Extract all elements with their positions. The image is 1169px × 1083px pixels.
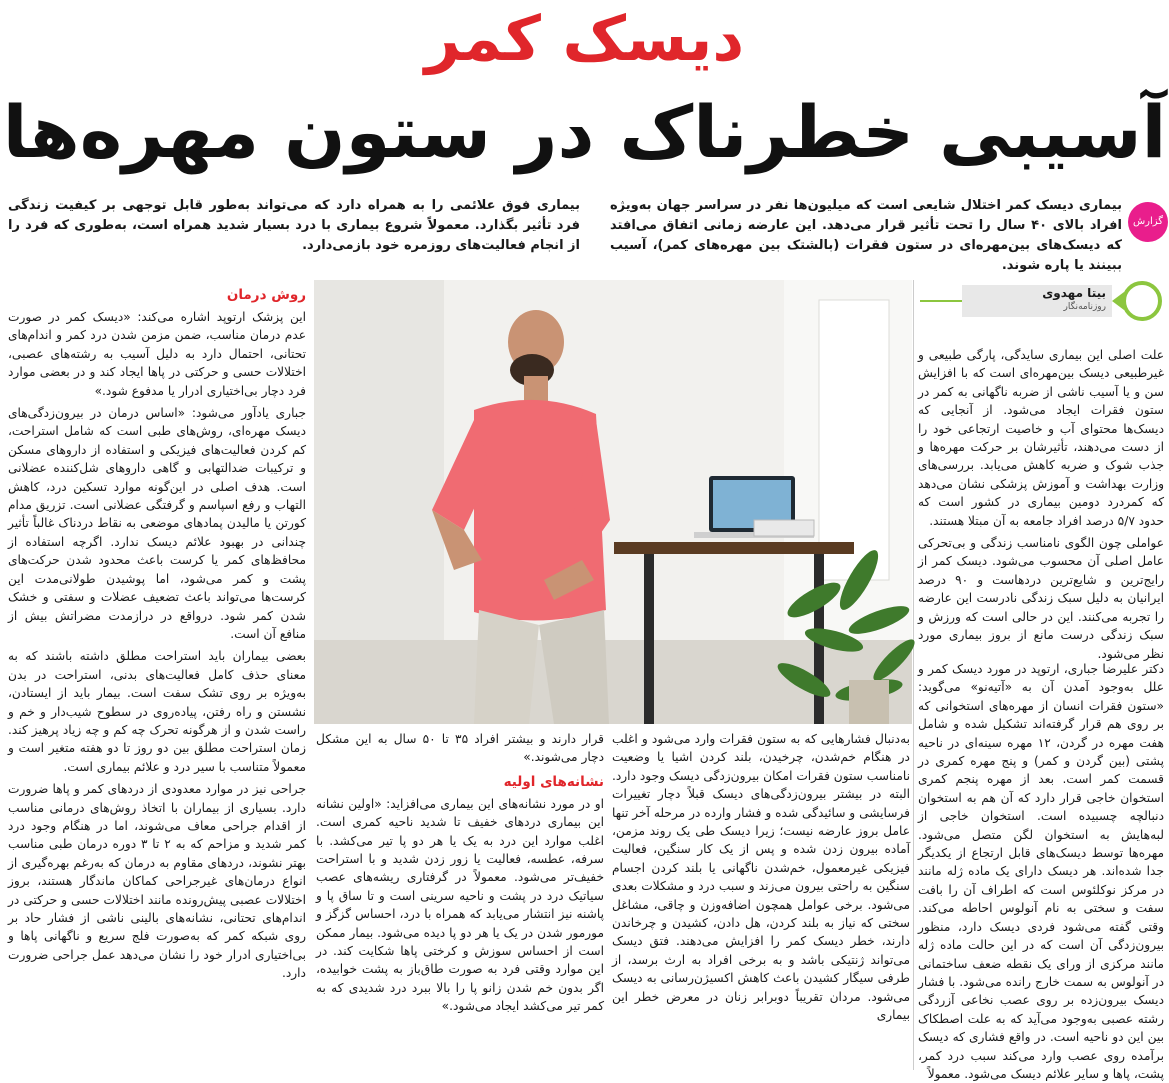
article-photo — [314, 280, 912, 724]
paragraph: او در مورد نشانه‌های این بیماری می‌افزاید: «اولین نشانه این بیماری دردهای خفیف تا شدید ناحیه کمری است. اغلب موارد این درد به یک یا هر دو پا تیر می‌کشد. با سرفه، عطسه، فعالیت یا زور زدن شدید و با استراحت خفیف‌تر می‌شود. معمولاً در گرفتاری ریشه‌های عصب سیاتیک درد در پشت و ناحیه سرینی است و تا ساق پا و پاشنه نیز انتشار می‌یابد که همراه با درد، احساس گزگز و مورمور شدن در یک یا هر دو پا دیده می‌شود. بیمار ممکن است از احساس سوزش و کرختی پاها شکایت کند. در این موارد وقتی فرد به صورت طاق‌باز به پشت خوابیده، اگر بدون خم شدن زانو پا را بالا ببرد درد شدیدی که به کمر تیر می‌کشد ایجاد می‌شود.» — [316, 796, 604, 1014]
paragraph: این پزشک ارتوپد اشاره می‌کند: «دیسک کمر در صورت عدم درمان مناسب، ضمن مزمن شدن درد کمر و اندام‌های تحتانی، احتمال دارد به دلیل آسیب به رشته‌های عصبی، اختلالات حسی و حرکتی در پاها ایجاد کند و در بعضی موارد فرد دچار بی‌اختیاری ادرار یا مدفوع شود.» — [8, 310, 306, 398]
paragraph: به‌دنبال فشارهایی که به ستون فقرات وارد می‌شود و اغلب در هنگام خم‌شدن، چرخیدن، بلند کردن اشیا یا وضعیت نامناسب ستون فقرات امکان بیرون‌زدگی دیسک وجود دارد. البته در بیشتر بیرون‌زدگی‌های دیسک قبلاً دچار تغییرات فرسایشی و سائیدگی شده و فشار وارده در مرحله آخر تنها عامل بروز عارضه نیست؛ زیرا دیسک طی یک روند مزمن، آماده بیرون زدن شده و پس از یک کار سنگین، فعالیت فیزیکی غیرمعمول، خم‌شدن ناگهانی یا بلند کردن اجسام سنگین به راحتی بیرون می‌زند و سبب درد و مشکلات بعدی می‌شود. برخی عوامل همچون اضافه‌وزن و چاقی، مشاغل سختی که نیاز به بلند کردن، هل دادن، کشیدن و چرخاندن دارند، خطر دیسک کمر را افزایش می‌دهند. فتق دیسک می‌تواند ژنتیکی باشد و به برخی افراد به ارث برسد، از طرفی سیگار کشیدن باعث کاهش اکسیژن‌رسانی به دیسک می‌شود. مردان تقریباً دوبرابر زنان در معرض خطر این بیماری — [612, 732, 910, 1023]
column-1-lower — [918, 660, 1164, 1081]
author-byline — [920, 280, 1164, 322]
intro-left: بیماری فوق علائمی را به همراه دارد که می‌تواند به‌طور قابل توجهی بر کیفیت زندگی فرد تأثیر بگذارد. معمولاً شروع بیماری با درد بسیار شدید همراه است، به‌طوری که فرد را از انجام فعالیت‌های روزمره خود بازمی‌دارد. — [8, 198, 580, 253]
column-1 — [918, 346, 1164, 661]
kicker: دیسک کمر — [424, 2, 745, 75]
paragraph: بعضی بیماران باید استراحت مطلق داشته باشند که به معنای حذف کامل فعالیت‌های بدنی، استراحت در بدن به‌ویژه بر روی تشک سفت است. بیمار باید از ایستادن، نشستن و راه رفتن، پیاده‌روی در سطوح شیب‌دار و خم و راست شدن و از هرگونه تحرک چه کم و چه زیاد پرهیز کند. زمان استراحت مطلق بین دو روز تا دو هفته متغیر است و معمولاً متناسب با سیر درد و علائم بیماری است. — [8, 649, 306, 774]
author-avatar-icon — [1122, 281, 1162, 321]
paragraph: جباری یادآور می‌شود: «اساس درمان در بیرون‌زدگی‌های دیسک مهره‌ای، روش‌های طبی است که شامل استراحت، کم کردن فعالیت‌های فیزیکی و استفاده از داروهای مسکن و ترکیبات ضدالتهابی و گاهی داروهای شل‌کننده عضلانی است. هدف اصلی در این‌گونه موارد تسکین درد، کاهش التهاب و رفع اسپاسم و گرفتگی عضلانی است. تزریق مدام کورتن یا مالیدن پمادهای موضعی به نقاط دردناک غالباً تأثیر چندانی در بهبود علائم دیسک ندارد. اگرچه استفاده از محافظ‌های کمر یا کرست باعث محدود شدن حرکت‌های پشت و کمر می‌شود، اما پوشیدن طولانی‌مدت این کرست‌ها می‌تواند باعث تضعیف عضلات و سفتی و خشک شدن کمر شود. درواقع در درازمدت مضراتش بیش از منافع آن است. — [8, 406, 306, 641]
paragraph: دکتر علیرضا جباری، ارتوپد در مورد دیسک کمر و علل به‌وجود آمدن آن به «آتیه‌نو» می‌گوید: «ستون فقرات انسان از مهره‌های استخوانی که بر روی هم قرار گرفته‌اند تشکیل شده و شامل هفت مهره در گردن، ۱۲ مهره سینه‌ای در ناحیه پشتی (بین گردن و کمر) و پنج مهره کمری در قسمت کمر است. بعد از مهره پنجم کمری استخوان خاجی قرار دارد که آن هم به استخوان دنبالچه چسبیده است. استخوان خاجی از لبه‌هایش به استخوان لگن متصل می‌شود. مهره‌ها توسط دیسک‌های قابل ارتجاع از یکدیگر جدا شده‌اند. هر دیسک دارای یک ماده ژله مانند در مرکز نوکلئوس است که اطراف آن را بافت سفت و سختی به نام آنولوس احاطه می‌کند. وقتی گفته می‌شود فردی دیسک دارد، منظور بیرون‌زدگی آن است که در این حالت ماده ژله مانند مرکزی از ورای یک نقطه ضعف ساختمانی در آنولوس به سمت خارج رانده می‌شود. با فشار دیسک بیرون‌زده بر روی عصب نخاعی آزردگی رشته عصبی به‌وجود می‌آید که به علت اصطکاک بین این دو ناحیه است. در واقع فشاری که دیسک برآمده روی عصب وارد می‌کند سبب درد کمر، پشت، پاها و سایر علائم دیسک می‌شود. معمولاً — [918, 662, 1164, 1081]
column-divider — [913, 280, 914, 1070]
author-name: بیتا مهدوی — [1042, 286, 1106, 300]
subhead-early-signs: نشانه‌های اولیه — [503, 773, 604, 790]
column-2 — [612, 730, 910, 1074]
intro-right: بیماری دیسک کمر اختلال شایعی است که میلیون‌ها نفر در سراسر جهان به‌ویژه افراد بالای ۴۰ سال را تحت تأثیر قرار می‌دهد. این عارضه زمانی اتفاق می‌افتد که دیسک‌های بین‌مهره‌ای در ستون فقرات (بالشتک بین مهره‌های کمر)، آسیب ببینند یا پاره شوند. — [610, 198, 1123, 273]
paragraph: عواملی چون الگوی نامناسب زندگی و بی‌تحرکی عامل اصلی آن محسوب می‌شود. دیسک کمر از رایج‌ترین و شایع‌ترین دردهاست و ۹۰ درصد ایرانیان به دلیل سبک زندگی نادرست این عارضه را تجربه می‌کنند. این در حالی است که ورزش و سبک زندگی درست مانع از بروز بیماری مورد نظر می‌شود. — [918, 536, 1164, 661]
column-3 — [316, 730, 604, 1074]
section-badge: گزارش — [1128, 202, 1168, 242]
paragraph: قرار دارند و بیشتر افراد ۳۵ تا ۵۰ سال به این مشکل دچار می‌شوند.» — [316, 732, 604, 765]
author-role: روزنامه‌نگار — [1063, 302, 1106, 312]
paragraph: جراحی نیز در موارد معدودی از دردهای کمر و پاها ضرورت دارد. بسیاری از بیماران با اتخاذ روش‌های درمانی مناسب از اقدام جراحی معاف می‌شوند، اما در هنگام وجود درد کمر شدید و مزاحم که به ۲ تا ۳ دوره درمان طبی مناسب بهتر نشوند، دردهای مقاوم به درمان که به‌رغم بهره‌گیری از انواع درمان‌های غیرجراحی کماکان ماندگار هستند، بروز اختلالات عصبی پیش‌رونده مانند اختلالات حسی و حرکتی در اندام‌های تحتانی، نشانه‌های بالینی ناشی از فشار حاد بر روی شبکه کمر که به‌صورت فلج سریع و ناگهانی پاها و بی‌اختیاری ادرار خود را نشان می‌دهد عمل جراحی ضرورت دارد. — [8, 782, 306, 981]
paragraph: علت اصلی این بیماری سایدگی، پارگی طبیعی و غیرطبیعی دیسک بین‌مهره‌ای است که با افزایش سن و یا آسیب ناشی از ضربه ناگهانی به کمر در ستون فقرات ایجاد می‌شود. از آنجایی که دیسک‌ها محتوای آب و خاصیت ارتجاعی خود را از دست می‌دهند، تأثیرشان بر حرکت مهره‌ها و جذب شوک و ضربه کاهش می‌یابد. بررسی‌های وزارت بهداشت و آموزش پزشکی نشان می‌دهد که کمردرد دومین بیماری در کشور است که حدود ۵/۷ درصد افراد جامعه به آن مبتلا هستند. — [918, 348, 1164, 528]
column-4 — [8, 284, 306, 1074]
headline: آسیبی خطرناک در ستون مهره‌ها — [2, 90, 1167, 174]
subhead-treatment: روش درمان — [226, 287, 306, 303]
